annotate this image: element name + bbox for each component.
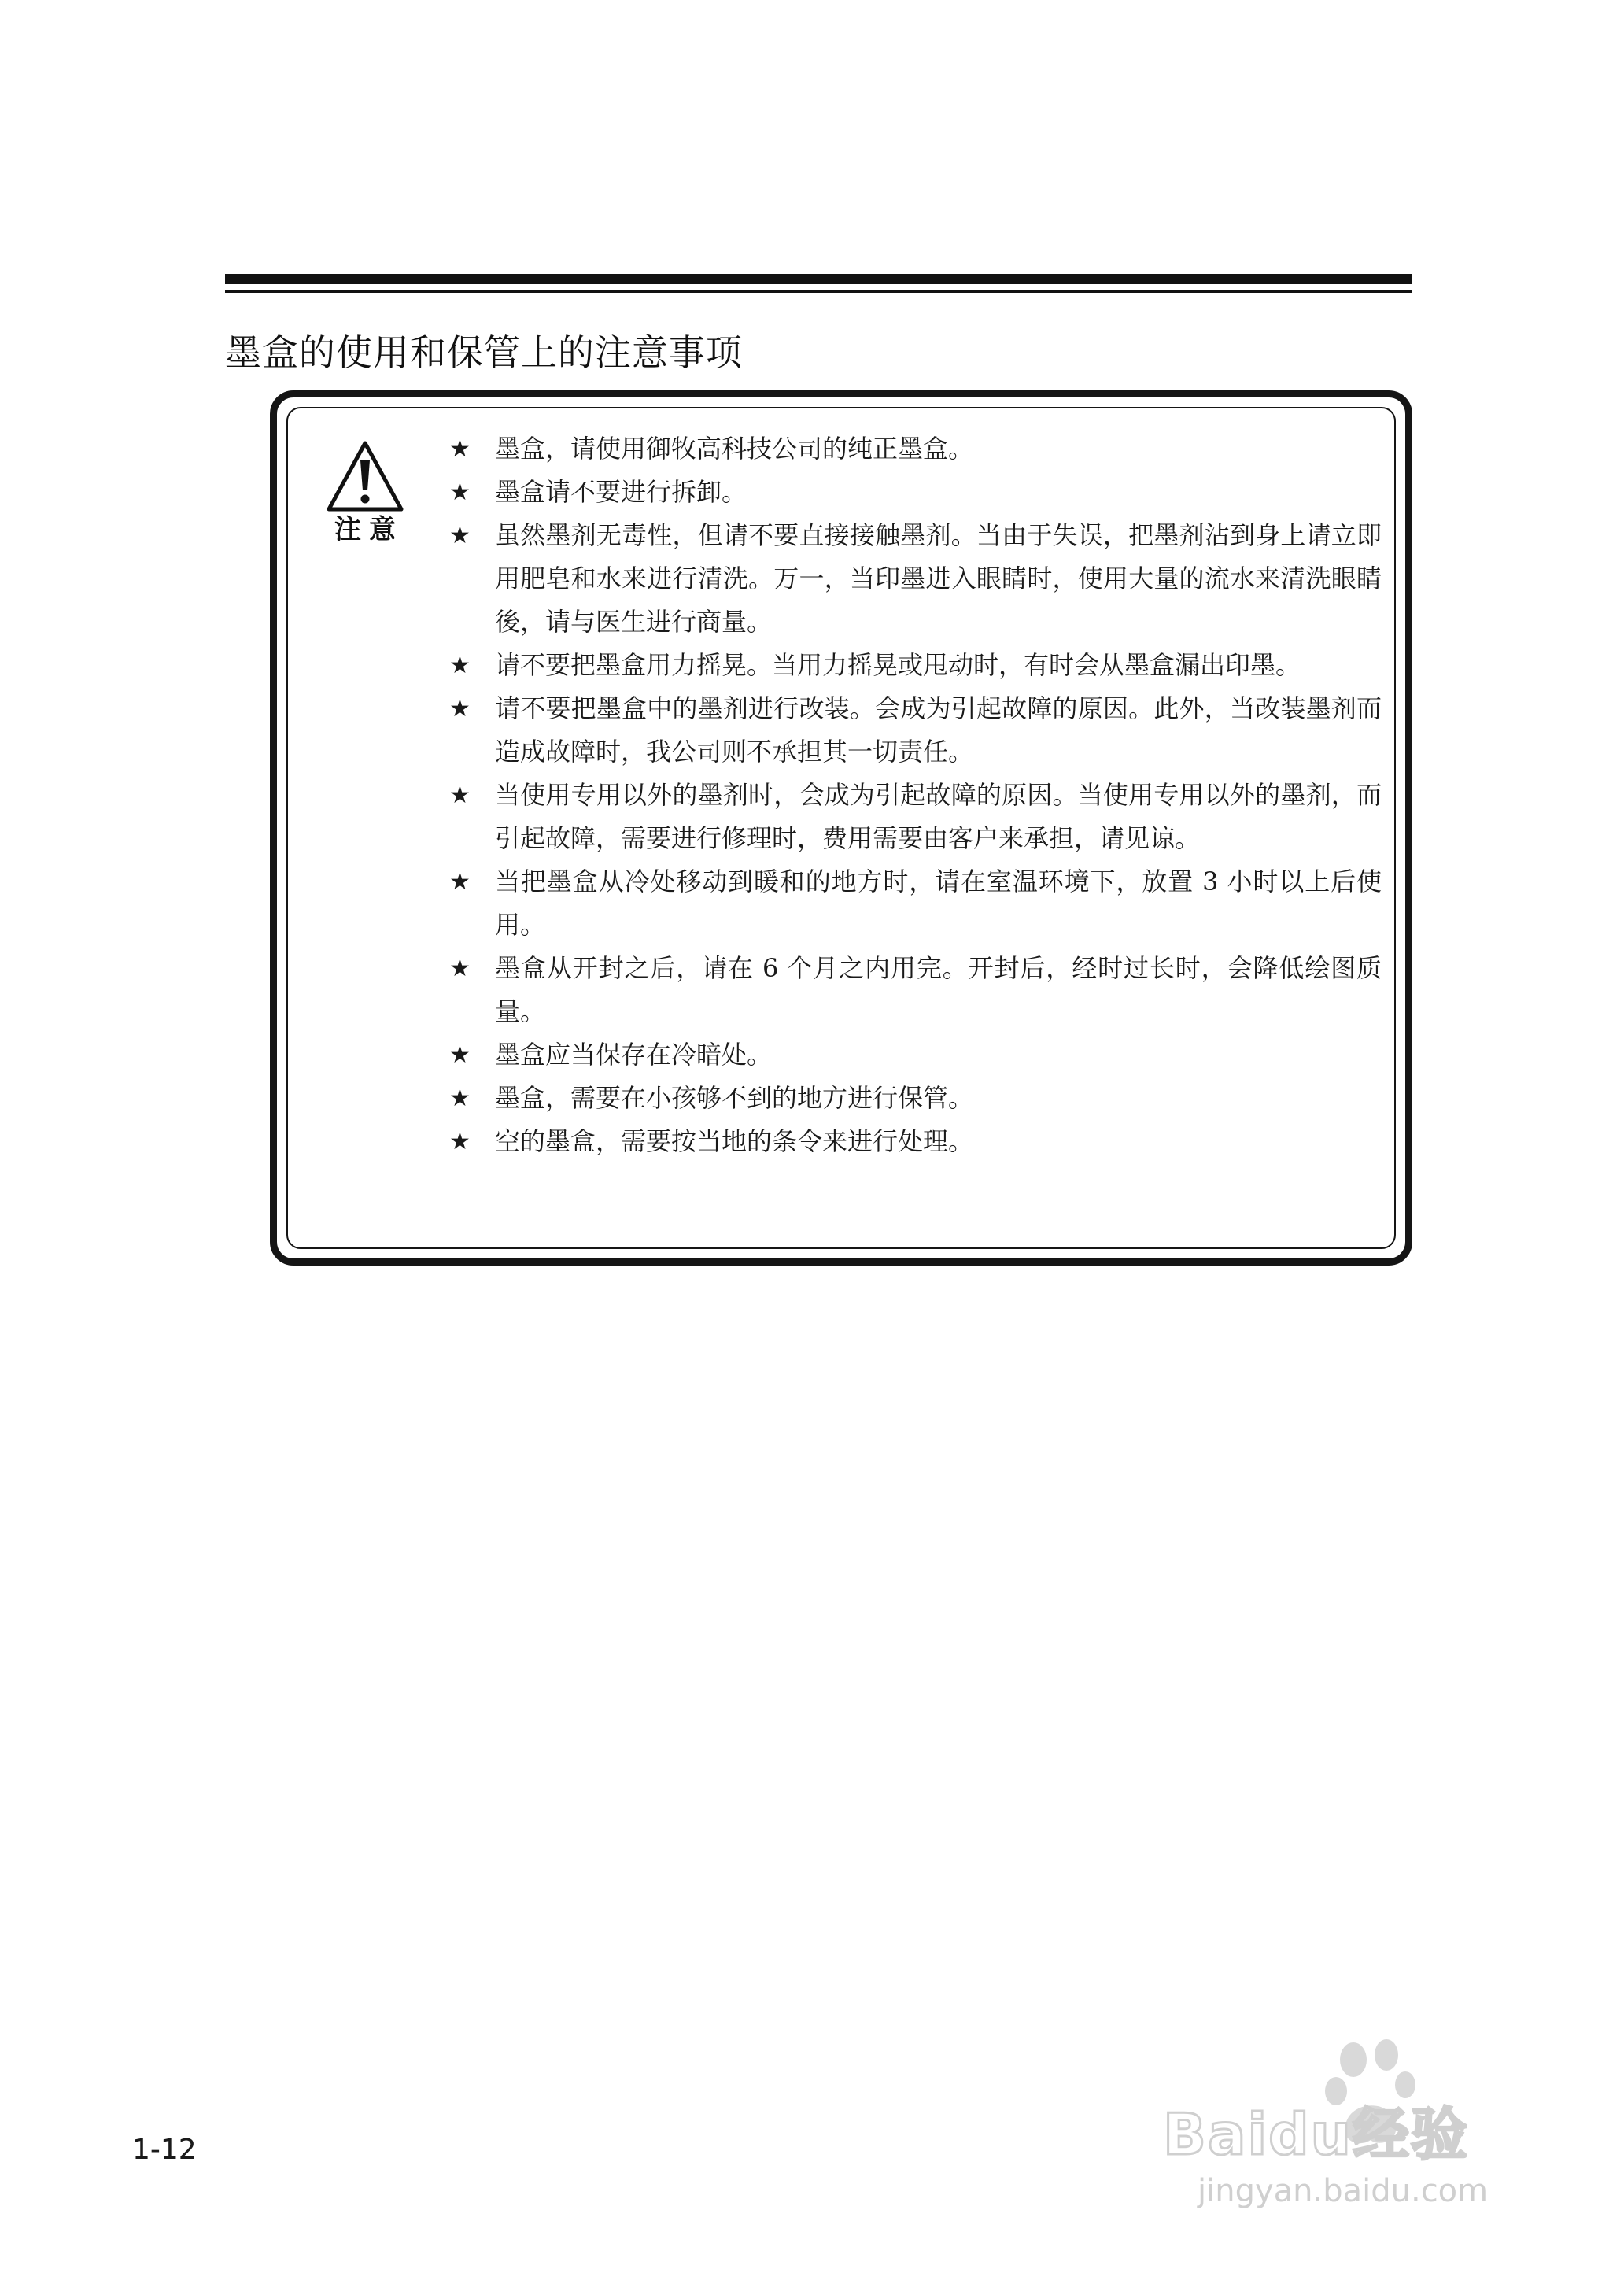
warning-triangle-icon: [326, 440, 404, 512]
caution-item: [449, 1077, 1382, 1120]
watermark-brand: Baidu经验: [1163, 2101, 1469, 2168]
watermark-url: jingyan.baidu.com: [1198, 2173, 1489, 2209]
caution-item: [449, 947, 1382, 1033]
caution-item: [449, 514, 1382, 644]
star-bullet-icon: ★: [449, 435, 471, 463]
caution-item: [449, 1120, 1382, 1163]
caution-item: [449, 644, 1382, 687]
caution-item-text: 墨盒，请使用御牧高科技公司的纯正墨盒。: [495, 434, 974, 464]
baidu-paw-logo-icon: [1157, 2034, 1566, 2216]
caution-item: [449, 1033, 1382, 1077]
top-rule-thin: [225, 290, 1412, 293]
section-title: 墨盒的使用和保管上的注意事项: [225, 331, 743, 374]
caution-item-text: 请不要把墨盒用力摇晃。当用力摇晃或甩动时，有时会从墨盒漏出印墨。: [495, 650, 1301, 680]
caution-item-text: 墨盒，需要在小孩够不到的地方进行保管。: [495, 1083, 974, 1113]
caution-item: [449, 774, 1382, 860]
caution-item-text: 当使用专用以外的墨剂时，会成为引起故障的原因。当使用专用以外的墨剂，而引起故障，需要进行修理时，费用需要由客户来承担，请见谅。: [495, 780, 1382, 853]
caution-item-text: 墨盒请不要进行拆卸。: [495, 477, 747, 507]
caution-item: [449, 427, 1382, 471]
caution-item-text: 空的墨盒，需要按当地的条令来进行处理。: [495, 1126, 974, 1156]
caution-item-text: 当把墨盒从冷处移动到暖和的地方时，请在室温环境下，放置 3 小时以上后使用。: [495, 867, 1382, 940]
caution-item: [449, 860, 1382, 947]
caution-item-text: 墨盒应当保存在冷暗处。: [495, 1040, 773, 1070]
star-bullet-icon: ★: [449, 868, 471, 896]
page-number: 1-12: [132, 2134, 197, 2166]
star-bullet-icon: ★: [449, 522, 471, 549]
star-bullet-icon: ★: [449, 479, 471, 506]
caution-box: [270, 390, 1412, 1266]
caution-item-text: 墨盒从开封之后，请在 6 个月之内用完。开封后，经时过长时，会降低绘图质量。: [495, 953, 1382, 1026]
caution-badge: [326, 440, 404, 552]
star-bullet-icon: ★: [449, 1128, 471, 1155]
caution-item-text: 请不要把墨盒中的墨剂进行改装。会成为引起故障的原因。此外，当改装墨剂而造成故障时，我公司则不承担其一切责任。: [495, 693, 1382, 767]
star-bullet-icon: ★: [449, 955, 471, 982]
star-bullet-icon: ★: [449, 1041, 471, 1069]
top-rule: [225, 274, 1412, 284]
star-bullet-icon: ★: [449, 1085, 471, 1112]
star-bullet-icon: ★: [449, 652, 471, 679]
caution-label: 注意: [334, 514, 404, 545]
caution-list: [449, 427, 1382, 1163]
caution-item-text: 虽然墨剂无毒性，但请不要直接接触墨剂。当由于失误，把墨剂沾到身上请立即用肥皂和水来进行清洗。万一，当印墨进入眼睛时，使用大量的流水来清洗眼睛後，请与医生进行商量。: [495, 520, 1382, 637]
baidu-jingyan-watermark: [1157, 2034, 1566, 2216]
caution-item: [449, 687, 1382, 774]
star-bullet-icon: ★: [449, 695, 471, 722]
star-bullet-icon: ★: [449, 782, 471, 809]
caution-item: [449, 471, 1382, 514]
